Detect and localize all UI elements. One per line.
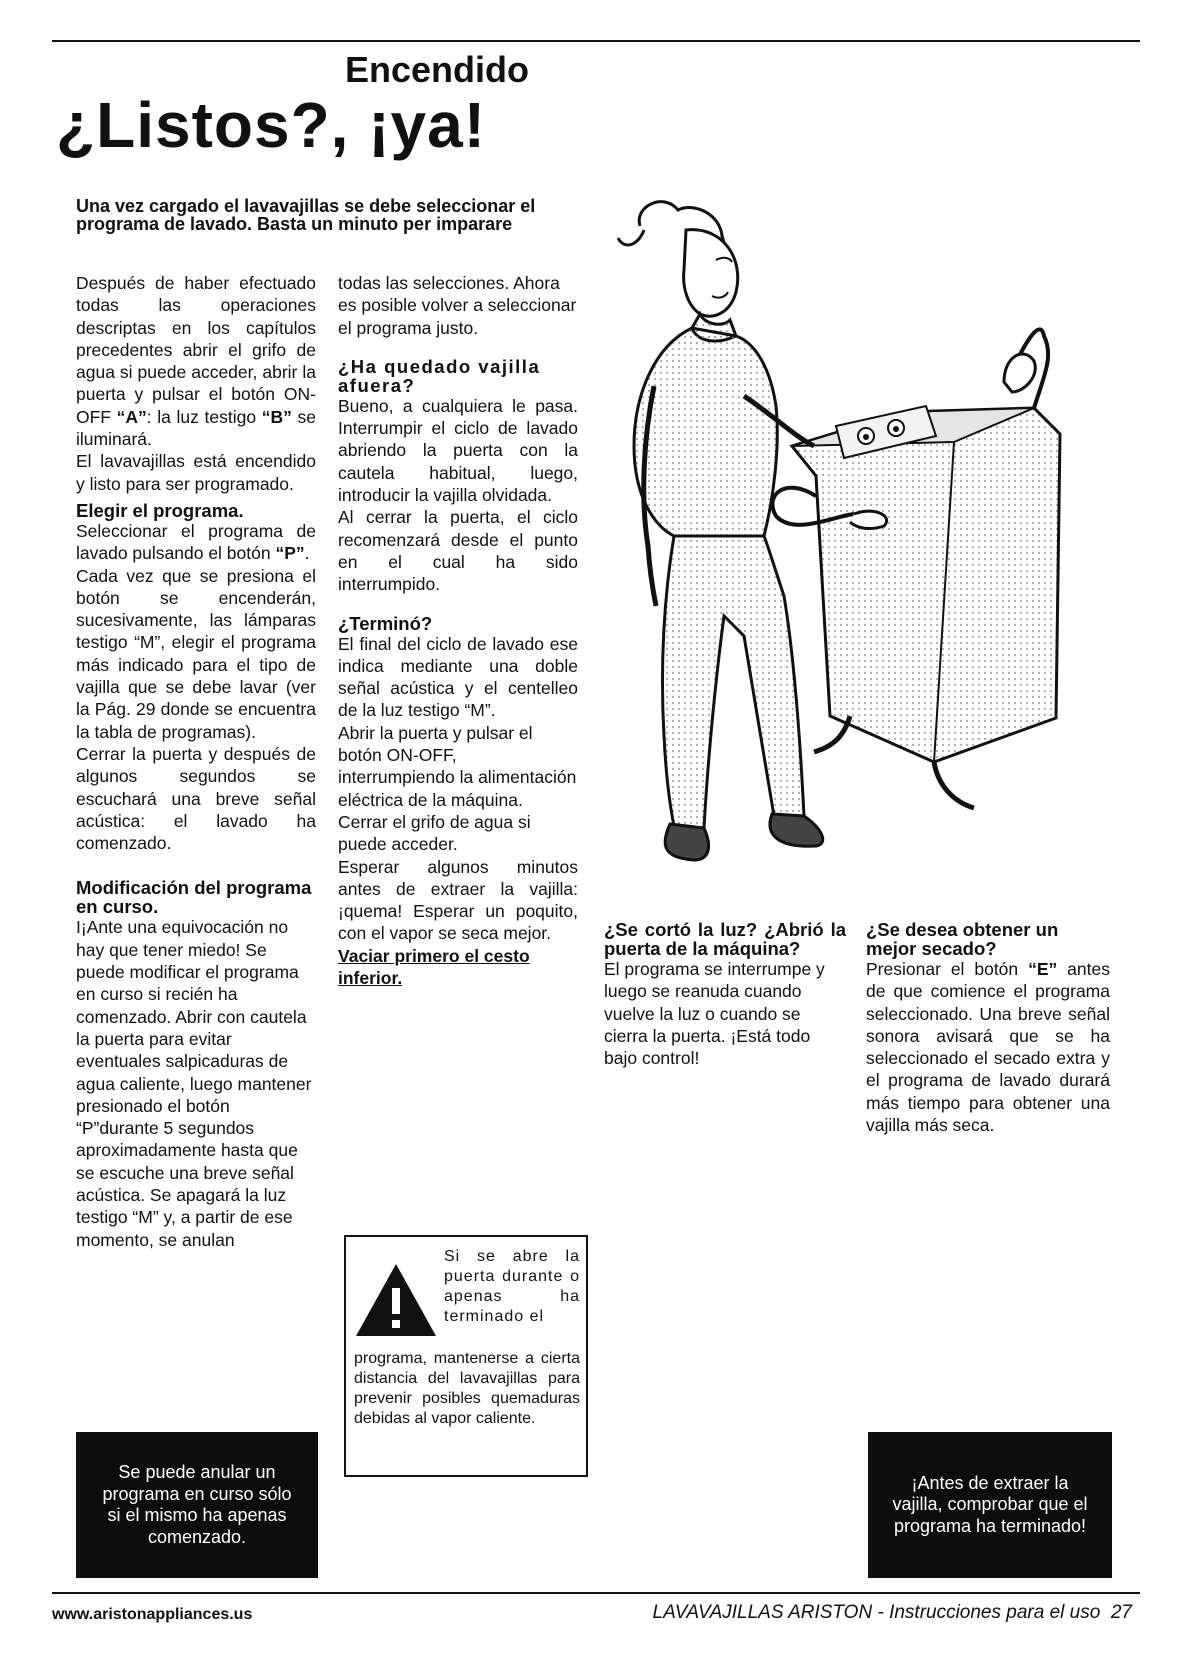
heading-modificacion: Modificación del programa en curso. — [76, 877, 312, 918]
warning-box — [344, 1235, 588, 1477]
note-box-left — [76, 1432, 318, 1578]
column-2 — [338, 272, 578, 989]
woman-figure — [618, 202, 823, 860]
column-4 — [866, 920, 1110, 1136]
warning-text-top: Si se abre la puerta durante o apenas ha terminado el — [444, 1248, 580, 1325]
secado-paragraph: Presionar el botón “E” antes de que comience el programa seleccionado. Una breve señal sonora avisará que se ha seleccionado el secado extra y el programa de lavado durará más tiempo para obtener una vajilla más seca. — [866, 959, 1110, 1136]
intro-paragraph-2: El lavavajillas está encendido y listo para ser programado. — [76, 451, 316, 494]
note-right-text: ¡Antes de extraer la vajilla, comprobar que el programa ha terminado! — [892, 1472, 1088, 1536]
heading-termino: ¿Terminó? — [338, 612, 433, 634]
note-left-text: Se puede anular un programa en curso sólo si el mismo ha apenas comenzado. — [102, 1462, 292, 1547]
termino-paragraph-2: Abrir la puerta y pulsar el botón ON-OFF, interrumpiendo la alimentación eléctrica de la máquina. — [338, 722, 577, 810]
elegir-paragraph: Seleccionar el programa de lavado pulsando el botón “P”. — [76, 520, 316, 564]
intro-paragraph: Después de haber efectuado todas las operaciones descriptas en los capítulos precedentes abrir el grifo de agua si puede acceder, abrir la puerta y pulsar el botón ON-OFF “A”: la luz testigo “B” se iluminará. — [76, 273, 316, 450]
heading-luz: ¿Se cortó la luz? ¿Abrió la puerta de la máquina? — [604, 919, 846, 959]
elegir-paragraph-2: Cada vez que se presiona el botón se encenderán, sucesivamente, las lámparas testigo “M”, elegir el programa más indicado para el tipo de vajilla que se debe lavar (ver la Pág. 29 donde se encuentra la tabla de programas). — [76, 565, 316, 742]
termino-emphasis: Vaciar primero el cesto inferior. — [338, 945, 530, 989]
footer-title: LAVAVAJILLAS ARISTON - Instrucciones para el uso 27 — [652, 1602, 1132, 1623]
termino-paragraph: El final del ciclo de lavado ese indica mediante una doble señal acústica y el centelleo de la luz testigo “M”. — [338, 633, 578, 721]
page-number: 27 — [1110, 1602, 1132, 1623]
dishwasher-body — [772, 329, 1060, 808]
illustration-woman-dishwasher — [604, 196, 1074, 924]
termino-paragraph-3: Cerrar el grifo de agua si puede acceder. — [338, 811, 531, 855]
afuera-paragraph: Bueno, a cualquiera le pasa. Interrumpir el ciclo de lavado abriendo la puerta con la cautela habitual, luego, introducir la vajilla olvidada. — [338, 395, 578, 506]
bottom-rule — [52, 1592, 1140, 1594]
warning-text-bottom: programa, mantenerse a cierta distancia del lavavajillas para prevenir posibles quemaduras debidas al vapor caliente. — [354, 1350, 580, 1427]
column-1 — [76, 272, 316, 1251]
elegir-paragraph-3: Cerrar la puerta y después de algunos segundos se escuchará una breve señal acústica: el lavado ha comenzado. — [76, 743, 316, 854]
modificacion-paragraph: I¡Ante una equivocación no hay que tener miedo! Se puede modificar el programa en curso si recién ha comenzado. Abrir con cautela la puerta para evitar eventuales salpicaduras de agua caliente, luego mantener presionado el botón “P”durante 5 segundos aproximadamente hasta que se escuche una breve señal acústica. Se apagará la luz testigo “M” y, a partir de ese momento, se anulan — [76, 917, 312, 1250]
top-rule — [52, 40, 1140, 42]
continuation-paragraph: todas las selecciones. Ahora es posible volver a seleccionar el programa justo. — [338, 273, 577, 338]
warning-triangle-icon — [354, 1262, 438, 1338]
page-title: ¿Listos?, ¡ya! — [56, 89, 487, 161]
note-box-right — [868, 1432, 1112, 1578]
column-3 — [604, 920, 846, 1069]
afuera-paragraph-2: Al cerrar la puerta, el ciclo recomenzará desde el punto en el cual ha sido interrumpido. — [338, 507, 578, 595]
heading-afuera: ¿Ha quedado vajilla afuera? — [338, 355, 541, 396]
heading-elegir: Elegir el programa. — [76, 499, 244, 521]
luz-paragraph: El programa se interrumpe y luego se reanuda cuando vuelve la luz o cuando se cierra la puerta. ¡Está todo bajo control! — [604, 959, 825, 1069]
lead-paragraph: Una vez cargado el lavavajillas se debe seleccionar el programa de lavado. Basta un minuto per imparare — [76, 196, 536, 234]
heading-secado: ¿Se desea obtener un mejor secado? — [866, 919, 1059, 959]
footer-url: www.aristonappliances.us — [52, 1606, 253, 1623]
section-title: Encendido — [345, 49, 530, 90]
termino-paragraph-4: Esperar algunos minutos antes de extraer la vajilla: ¡quema! Esperar un poquito, con el vapor se seca mejor. — [338, 856, 578, 944]
